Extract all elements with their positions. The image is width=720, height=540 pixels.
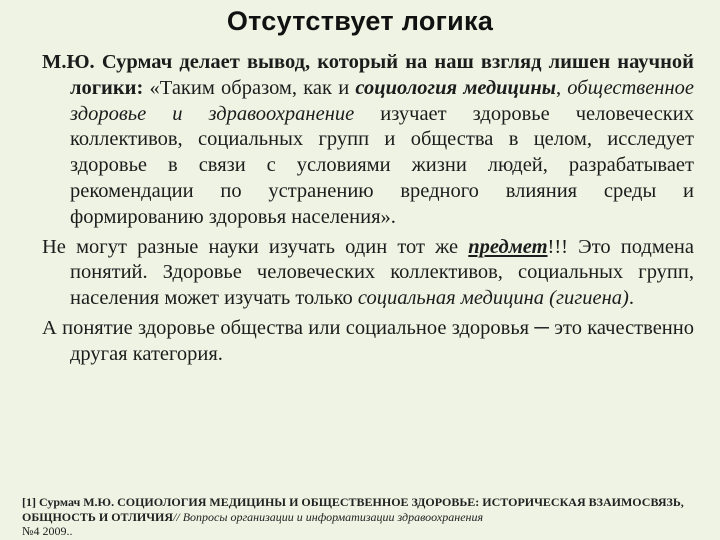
paragraph-3 [42,316,694,368]
p2-text-2: !!! Это подмена понятий. Здоровье человеческих коллективов, социальных групп, населения может изучать только [70,235,694,310]
p2-italic: социальная медицина (гигиена) [357,287,629,310]
p1-bold-start: М.Ю. Сурмач делает вывод, который на наш взгляд лишен научной логики: [42,51,694,99]
p2-text-1: Не могут разные науки изучать один тот же [42,235,469,258]
footnote-citation: [1] Сурмач М.Ю. СОЦИОЛОГИЯ МЕДИЦИНЫ И ОБЩЕСТВЕННОЕ ЗДОРОВЬЕ: ИСТОРИЧЕСКАЯ ВЗАИМОСВЯЗЬ, ОБЩНОСТЬ И ОТЛИЧИЯ [22,495,684,524]
footnote [22,495,702,539]
slide-title: Отсутствует логика [226,6,494,36]
footnote-issue: №4 2009.. [22,524,73,538]
p1-text-3: изучает здоровье человеческих коллективов, социальных групп и общества в целом, исследует здоровье в связи с условиями жизни людей, разрабатывает рекомендации по устранению вредного влияния среды и формированию здоровья населения». [70,102,694,228]
slide-body [42,50,694,372]
footnote-journal: // Вопросы организации и информатизации здравоохранения [173,509,484,524]
p2-text-3: . [628,287,634,310]
p1-italic: общественное здоровье и здравоохранение [70,76,694,125]
p1-text-1: «Таким образом, как и [143,76,356,99]
paragraph-2 [42,235,694,312]
p3-text: А понятие здоровье общества или социальное здоровья ─ это качественно другая категория. [42,316,694,365]
p1-bold-italic: социология медицины [355,76,556,99]
p1-text-2: , [555,76,568,99]
p2-emphasis-subject: предмет [468,235,548,258]
paragraph-1 [42,50,694,231]
